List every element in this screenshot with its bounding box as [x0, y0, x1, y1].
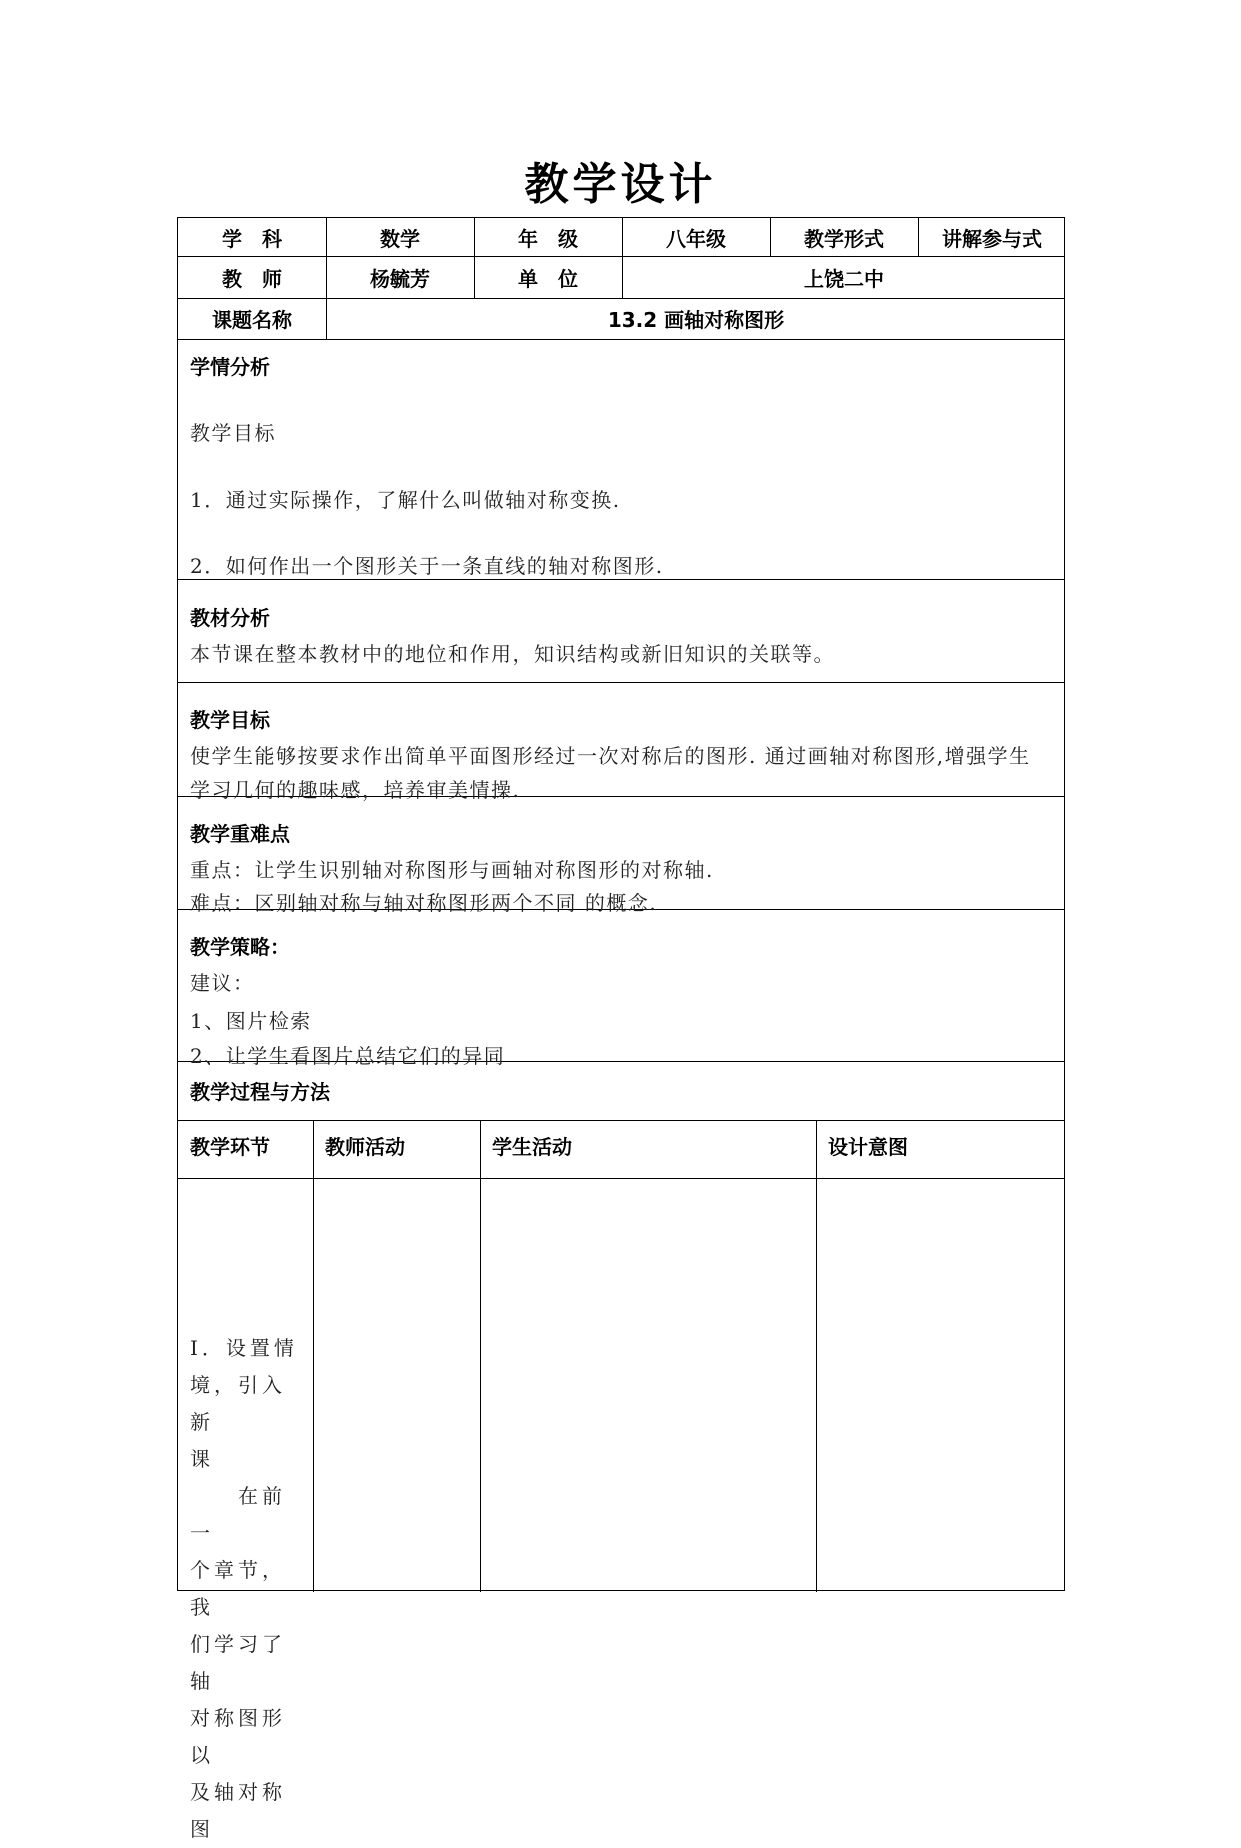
strategy-title: 教学策略： — [190, 935, 290, 959]
student-analysis-line: 教学目标 — [190, 421, 276, 445]
topic-label: 课题名称 — [212, 308, 292, 332]
stage-text-line: Ⅰ．设置情 — [190, 1336, 298, 1360]
material-analysis-line: 本节课在整本教材中的地位和作用，知识结构或新旧知识的关联等。 — [190, 642, 835, 666]
col-divider — [313, 1120, 314, 1592]
unit-value: 上饶二中 — [804, 266, 884, 291]
student-analysis-line: 1．通过实际操作，了解什么叫做轴对称变换. — [190, 488, 621, 512]
stage-text-line: 对称图形以 — [190, 1706, 286, 1767]
stage-text-line: 在前一 — [190, 1484, 286, 1545]
grade-label: 年 级 — [518, 226, 578, 251]
document-title: 教学设计 — [524, 159, 717, 210]
stage-text-line: 境，引入新 — [190, 1373, 286, 1434]
grade-value: 八年级 — [666, 226, 726, 251]
key-points-title: 教学重难点 — [190, 822, 290, 846]
strategy-line: 2、让学生看图片总结它们的异同 — [190, 1044, 506, 1068]
teaching-goals-title: 教学目标 — [190, 708, 270, 732]
header-student-activity: 学生活动 — [492, 1135, 572, 1159]
row-divider — [178, 682, 1064, 683]
col-divider — [816, 1120, 817, 1592]
process-title: 教学过程与方法 — [190, 1080, 330, 1104]
header-design-intent: 设计意图 — [828, 1135, 908, 1159]
stage-text-line: 们学习了轴 — [190, 1632, 286, 1693]
stage-text-line: 个章节，我 — [190, 1558, 286, 1619]
stage-text — [190, 1330, 306, 1848]
unit-label: 单 位 — [518, 266, 578, 291]
teaching-form-value: 讲解参与式 — [942, 226, 1042, 251]
row-divider — [178, 1120, 1064, 1121]
row-divider — [178, 579, 1064, 580]
stage-text-line: 及轴对称图 — [190, 1780, 286, 1841]
subject-label: 学 科 — [222, 226, 282, 251]
teaching-goals-line: 使学生能够按要求作出简单平面图形经过一次对称后的图形. 通过画轴对称图形,增强学生 — [190, 744, 1031, 768]
subject-value: 数学 — [380, 226, 420, 251]
teacher-label: 教 师 — [222, 266, 282, 291]
strategy-line: 建议： — [190, 971, 255, 995]
header-teacher-activity: 教师活动 — [325, 1135, 405, 1159]
strategy-line: 1、图片检索 — [190, 1009, 312, 1033]
row-divider — [178, 1178, 1064, 1179]
key-points-line: 重点：让学生识别轴对称图形与画轴对称图形的对称轴. — [190, 858, 714, 882]
header-teaching-stage: 教学环节 — [190, 1135, 270, 1159]
stage-text-line: 课 — [190, 1447, 214, 1471]
student-analysis-line: 2．如何作出一个图形关于一条直线的轴对称图形. — [190, 554, 664, 578]
student-analysis-title: 学情分析 — [190, 355, 270, 379]
teacher-value: 杨毓芳 — [370, 266, 430, 291]
lesson-plan-table — [177, 217, 1065, 1841]
material-analysis-title: 教材分析 — [190, 606, 270, 630]
row-divider — [178, 339, 1064, 340]
key-points-line: 难点：区别轴对称与轴对称图形两个不同 的概念. — [190, 891, 658, 915]
teaching-form-label: 教学形式 — [804, 226, 884, 251]
topic-value: 13.2 画轴对称图形 — [607, 308, 785, 332]
col-divider — [480, 1120, 481, 1592]
teaching-goals-line: 学习几何的趣味感，培养审美情操. — [190, 778, 521, 802]
